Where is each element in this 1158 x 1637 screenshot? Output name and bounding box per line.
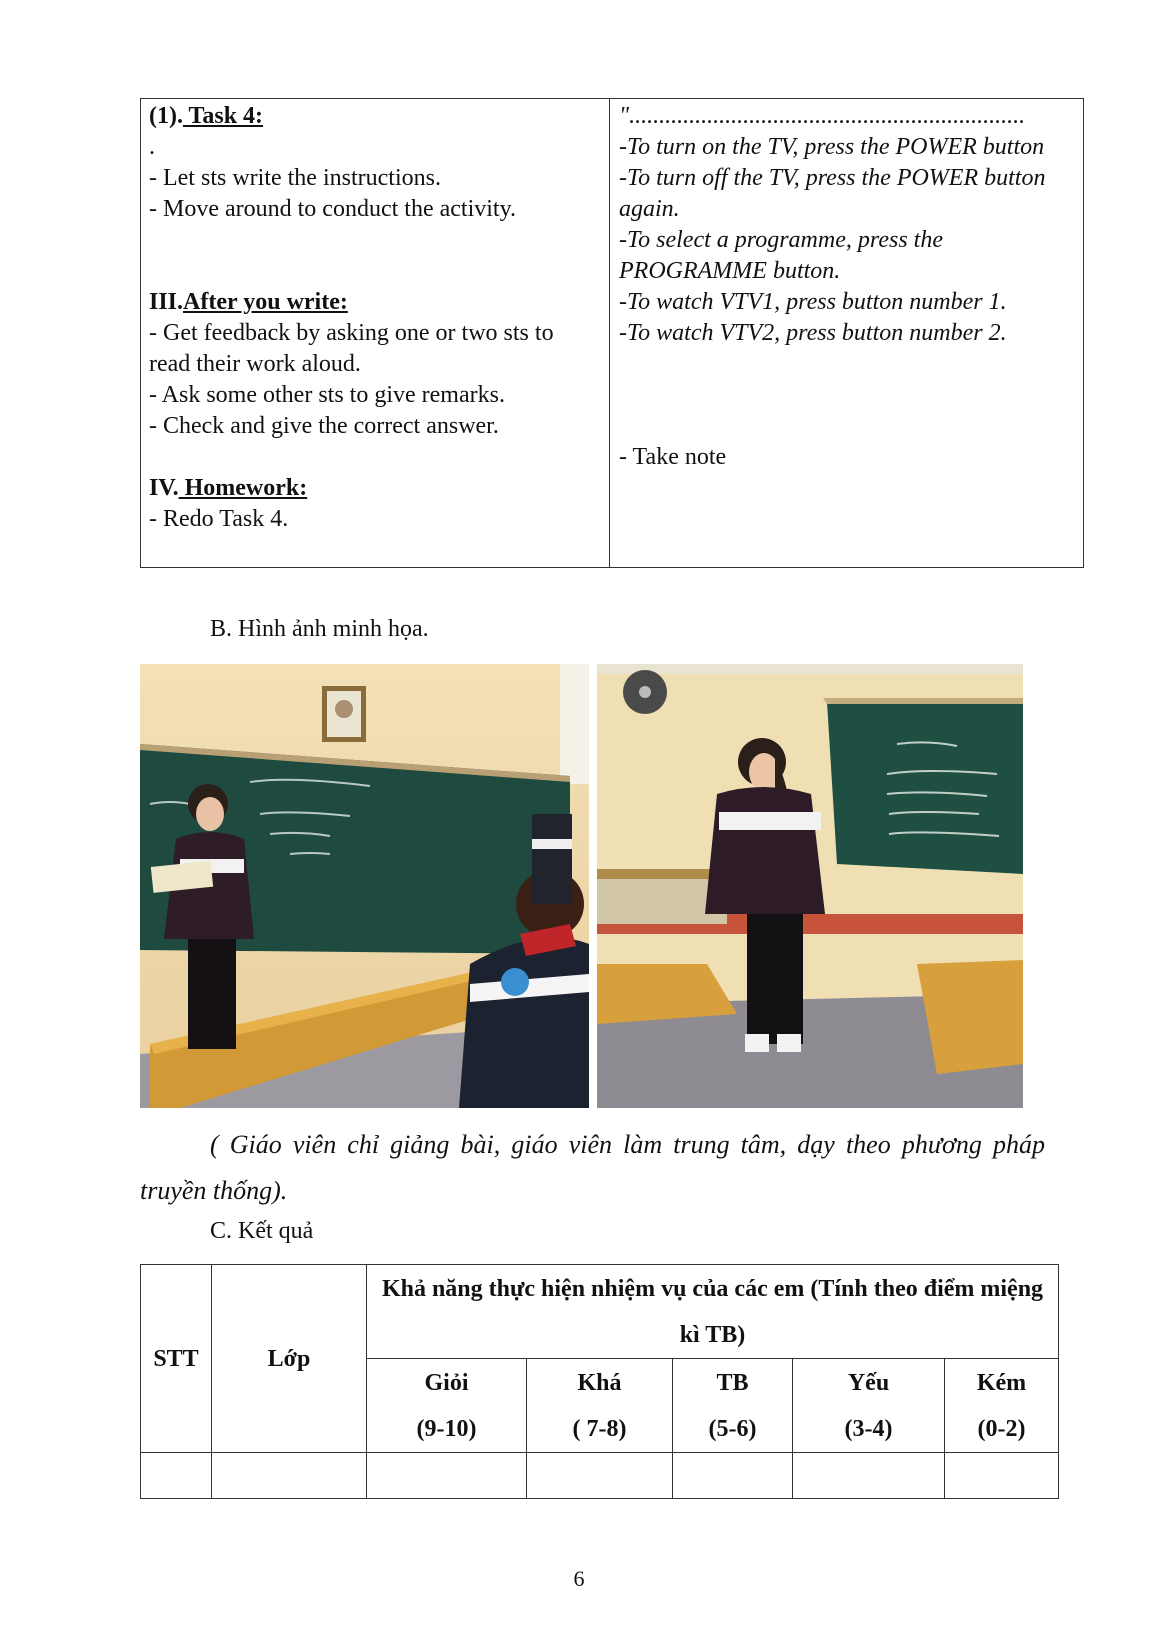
grade-column-header: Giỏi (9-10) <box>367 1359 527 1453</box>
teacher-activities-column <box>149 101 599 535</box>
after-write-step: - Check and give the correct answer. <box>149 413 499 439</box>
column-divider <box>609 99 610 567</box>
group-header: Khả năng thực hiện nhiệm vụ của các em (Tính theo điểm miệng kì TB) <box>367 1265 1059 1359</box>
after-write-step: - Ask some other sts to give remarks. <box>149 382 505 408</box>
dots-line: ".................................................................. <box>619 103 1026 129</box>
table-cell <box>367 1453 527 1499</box>
homework-step: - Redo Task 4. <box>149 506 289 532</box>
table-cell <box>141 1453 212 1499</box>
stt-header: STT <box>141 1265 212 1453</box>
instruction-line: -To turn on the TV, press the POWER button <box>619 134 1045 160</box>
instruction-line: -To select a programme, press the PROGRAMME button. <box>619 227 949 284</box>
after-write-heading: III.After you write: <box>149 289 348 315</box>
grade-column-header: TB (5-6) <box>673 1359 793 1453</box>
instruction-line: -To watch VTV2, press button number 2. <box>619 320 1007 346</box>
task4-heading: (1). Task 4: <box>149 103 264 129</box>
page-number: 6 <box>573 1566 585 1591</box>
table-cell <box>793 1453 945 1499</box>
table-row <box>141 1453 1059 1499</box>
results-table <box>140 1264 1059 1499</box>
class-header: Lớp <box>212 1265 367 1453</box>
instruction-line: -To watch VTV1, press button number 1. <box>619 289 1007 315</box>
section-b-heading: B. Hình ảnh minh họa. <box>210 616 429 642</box>
table-cell <box>527 1453 673 1499</box>
table-cell <box>945 1453 1059 1499</box>
take-note: - Take note <box>619 444 727 470</box>
grade-column-header: Khá ( 7-8) <box>527 1359 673 1453</box>
instruction-line: -To turn off the TV, press the POWER button again. <box>619 165 1052 222</box>
homework-heading: IV. Homework: <box>149 475 308 501</box>
classroom-photo-2 <box>597 664 1023 1108</box>
task4-step: - Move around to conduct the activity. <box>149 196 517 222</box>
photo-caption: ( Giáo viên chỉ giảng bài, giáo viên làm trung tâm, dạy theo phương pháp truyền thống). <box>140 1130 1045 1205</box>
after-write-step: - Get feedback by asking one or two sts to read their work aloud. <box>149 320 560 377</box>
grade-column-header: Kém (0-2) <box>945 1359 1059 1453</box>
task4-step: - Let sts write the instructions. <box>149 165 441 191</box>
table-cell <box>212 1453 367 1499</box>
dot-line: . <box>149 134 155 160</box>
lesson-table <box>140 98 1084 568</box>
classroom-photo-1 <box>140 664 589 1108</box>
table-cell <box>673 1453 793 1499</box>
student-activities-column <box>619 101 1079 473</box>
grade-column-header: Yếu (3-4) <box>793 1359 945 1453</box>
section-c-heading: C. Kết quả <box>210 1218 314 1244</box>
